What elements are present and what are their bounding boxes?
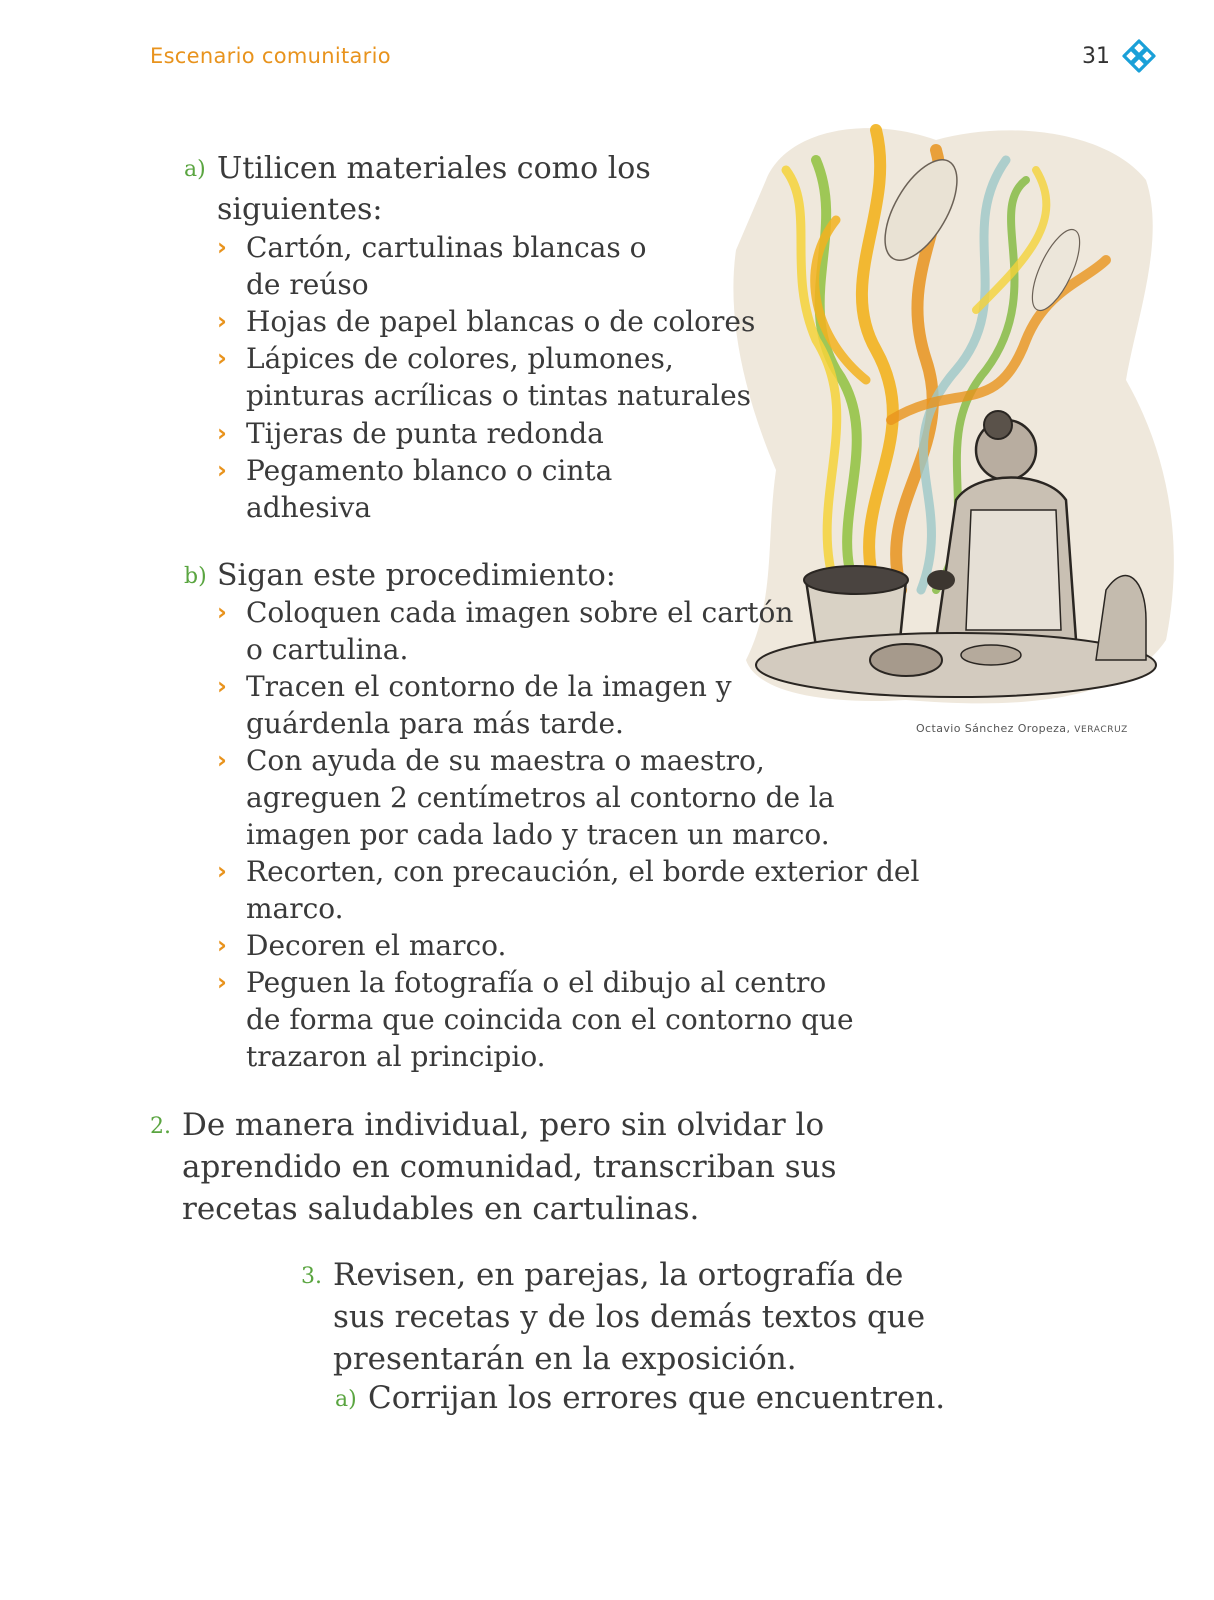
- bullet-chevron-icon: ›: [217, 857, 227, 885]
- list-item: Peguen la fotografía o el dibujo al centro: [246, 966, 827, 999]
- list-item: de forma que coincida con el contorno que: [246, 1003, 854, 1036]
- list-item: Tracen el contorno de la imagen y: [246, 670, 732, 703]
- item-text: presentarán en la exposición.: [333, 1341, 797, 1377]
- list-item: guárdenla para más tarde.: [246, 707, 624, 740]
- list-item: Lápices de colores, plumones,: [246, 342, 674, 375]
- list-item: Cartón, cartulinas blancas o: [246, 231, 647, 264]
- bullet-chevron-icon: ›: [217, 598, 227, 626]
- bullet-chevron-icon: ›: [217, 968, 227, 996]
- page-number: 31: [1082, 44, 1110, 69]
- bullet-chevron-icon: ›: [217, 931, 227, 959]
- list-item: o cartulina.: [246, 633, 409, 666]
- illustration-caption: [916, 722, 1128, 735]
- list-item: de reúso: [246, 268, 369, 301]
- bullet-chevron-icon: ›: [217, 672, 227, 700]
- item-marker: a): [184, 157, 206, 182]
- item-text: De manera individual, pero sin olvidar lo: [182, 1107, 825, 1143]
- list-item: trazaron al principio.: [246, 1040, 546, 1073]
- list-item: Decoren el marco.: [246, 929, 507, 962]
- bullet-chevron-icon: ›: [217, 456, 227, 484]
- list-item: marco.: [246, 892, 344, 925]
- list-item: Con ayuda de su maestra o maestro,: [246, 744, 765, 777]
- bullet-chevron-icon: ›: [217, 233, 227, 261]
- bullet-chevron-icon: ›: [217, 746, 227, 774]
- item-text: aprendido en comunidad, transcriban sus: [182, 1149, 837, 1185]
- list-item: Pegamento blanco o cinta: [246, 454, 613, 487]
- item-marker: b): [184, 564, 207, 589]
- list-item: imagen por cada lado y tracen un marco.: [246, 818, 830, 851]
- diamond-emblem-icon: [1121, 38, 1157, 74]
- list-item: adhesiva: [246, 491, 372, 524]
- list-item: pinturas acrílicas o tintas naturales: [246, 379, 752, 412]
- item-number: 2.: [150, 1114, 171, 1139]
- item-text: Revisen, en parejas, la ortografía de: [333, 1257, 904, 1293]
- item-number: 3.: [301, 1264, 322, 1289]
- caption-author: Octavio Sánchez Oropeza,: [916, 722, 1071, 735]
- bullet-chevron-icon: ›: [217, 307, 227, 335]
- item-text: recetas saludables en cartulinas.: [182, 1191, 700, 1227]
- item-text: Utilicen materiales como los: [217, 151, 651, 186]
- section-title: Escenario comunitario: [150, 44, 391, 68]
- list-item: Coloquen cada imagen sobre el cartón: [246, 596, 794, 629]
- list-item: Tijeras de punta redonda: [246, 417, 604, 450]
- bullet-chevron-icon: ›: [217, 344, 227, 372]
- list-item: agreguen 2 centímetros al contorno de la: [246, 781, 835, 814]
- item-marker: a): [335, 1387, 357, 1412]
- list-item: Recorten, con precaución, el borde exterior del: [246, 855, 920, 888]
- list-item: Hojas de papel blancas o de colores: [246, 305, 756, 338]
- item-text: sus recetas y de los demás textos que: [333, 1299, 926, 1335]
- caption-region: VERACRUZ: [1074, 725, 1128, 735]
- item-text: siguientes:: [217, 192, 383, 227]
- bullet-chevron-icon: ›: [217, 419, 227, 447]
- item-text: Sigan este procedimiento:: [217, 558, 616, 593]
- item-text: Corrijan los errores que encuentren.: [368, 1380, 946, 1416]
